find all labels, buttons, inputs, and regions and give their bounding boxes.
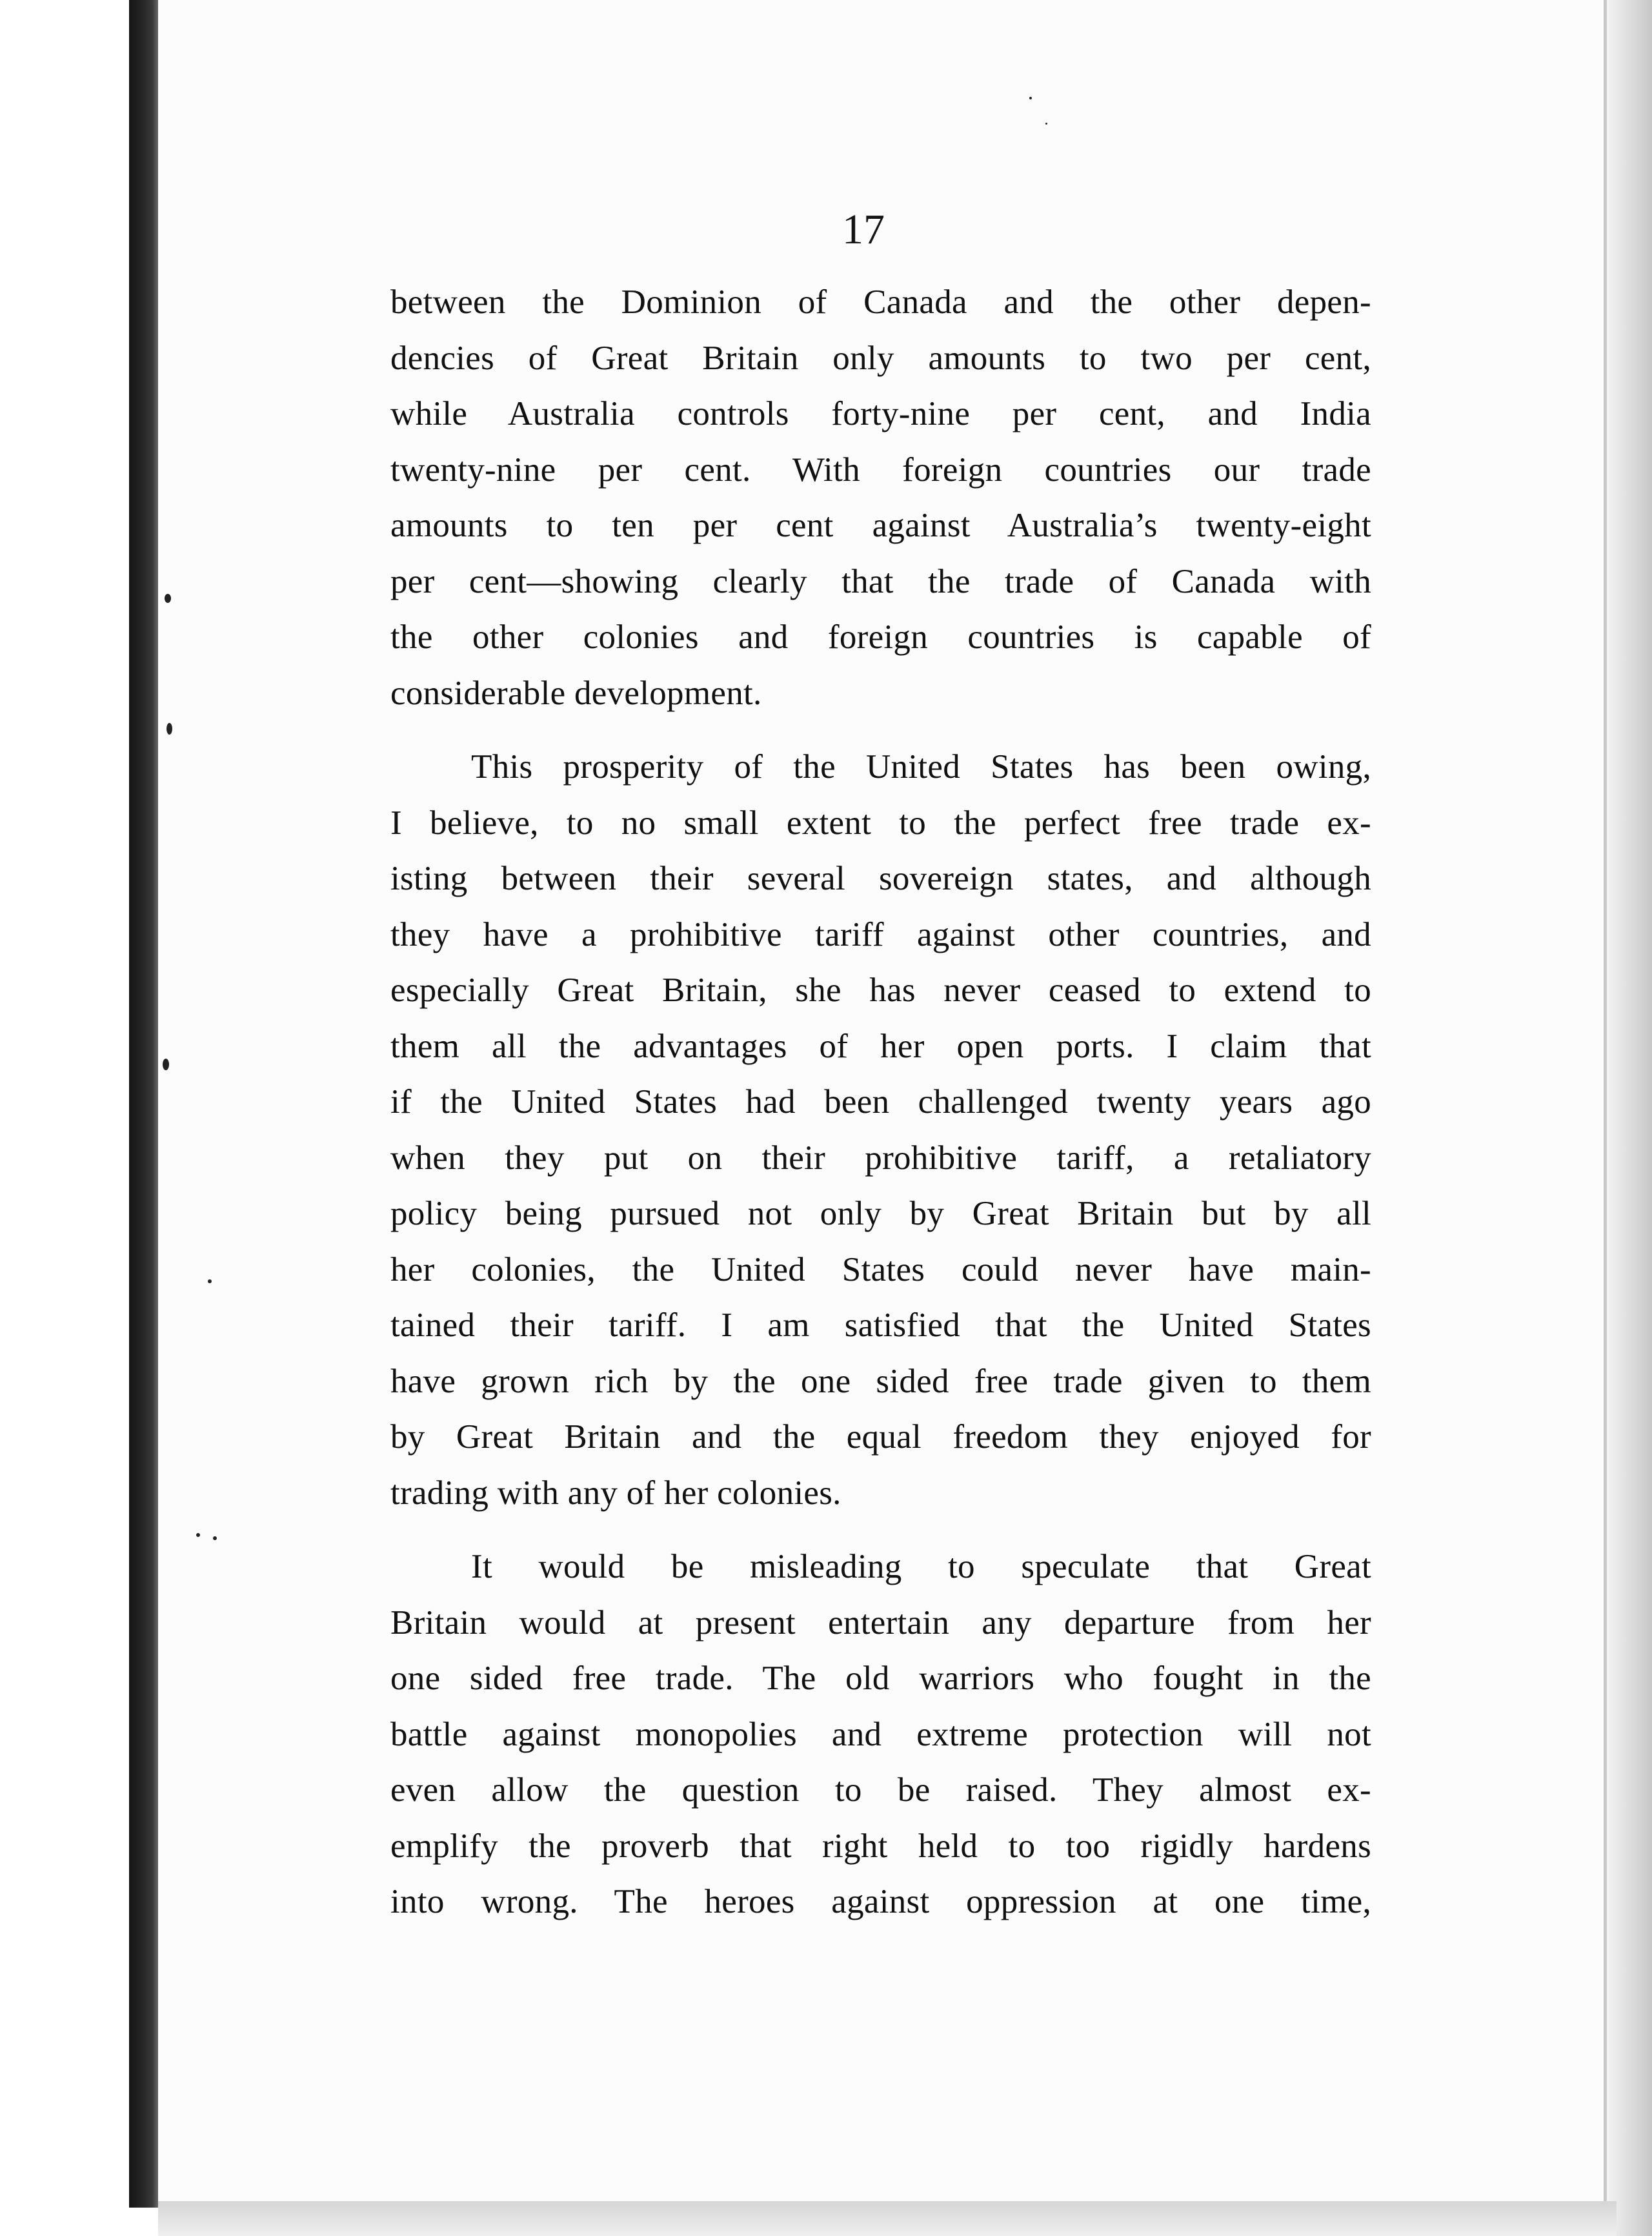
text-line: her colonies, the United States could never have main-	[390, 1250, 1371, 1288]
page-number: 17	[842, 206, 885, 253]
scan-speck	[213, 1536, 217, 1540]
paragraph-gap	[390, 1521, 1371, 1539]
text-line: twenty-nine per cent. With foreign countries our trade	[390, 451, 1371, 489]
book-spine-edge	[129, 0, 158, 2208]
text-line: considerable development.	[390, 674, 762, 712]
paragraph-1	[390, 274, 1371, 721]
text-line: dencies of Great Britain only amounts to two per cent,	[390, 339, 1371, 377]
left-margin	[0, 0, 129, 2236]
text-line: they have a prohibitive tariff against other countries, and	[390, 915, 1371, 953]
scan-speck	[1029, 97, 1032, 99]
scan-speck	[208, 1279, 212, 1283]
text-line: It would be misleading to speculate that Great	[471, 1548, 1371, 1585]
right-page-shadow	[1607, 0, 1652, 2236]
text-line: have grown rich by the one sided free trade given to them	[390, 1362, 1371, 1400]
scan-speck	[166, 723, 172, 735]
text-line: per cent—showing clearly that the trade of Canada with	[390, 562, 1371, 600]
text-line: between the Dominion of Canada and the other depen-	[390, 283, 1371, 321]
text-line: the other colonies and foreign countries is capable of	[390, 618, 1371, 656]
text-line: emplify the proverb that right held to too rigidly hardens	[390, 1827, 1371, 1865]
scan-speck	[1045, 123, 1047, 125]
text-line: trading with any of her colonies.	[390, 1474, 841, 1512]
text-line: isting between their several sovereign states, and although	[390, 860, 1371, 897]
text-line: amounts to ten per cent against Australia’s twenty-eight	[390, 507, 1371, 544]
text-line: This prosperity of the United States has been owing,	[471, 748, 1371, 786]
text-line: by Great Britain and the equal freedom they enjoyed for	[390, 1418, 1371, 1456]
text-line: policy being pursued not only by Great Britain but by all	[390, 1195, 1371, 1232]
text-line: one sided free trade. The old warriors who fought in the	[390, 1660, 1371, 1697]
text-line: even allow the question to be raised. They almost ex-	[390, 1771, 1371, 1809]
paragraph-2	[390, 739, 1371, 1521]
text-line: especially Great Britain, she has never ceased to extend to	[390, 971, 1371, 1009]
scan-speck	[163, 1059, 169, 1070]
text-line: Britain would at present entertain any departure from her	[390, 1603, 1371, 1641]
text-line: into wrong. The heroes against oppression at one time,	[390, 1883, 1371, 1920]
text-line: battle against monopolies and extreme protection will not	[390, 1715, 1371, 1753]
paragraph-gap	[390, 721, 1371, 739]
text-line: if the United States had been challenged twenty years ago	[390, 1083, 1371, 1121]
text-line: tained their tariff. I am satisfied that the United States	[390, 1306, 1371, 1344]
text-line: them all the advantages of her open ports. I claim that	[390, 1027, 1371, 1065]
text-line: while Australia controls forty-nine per cent, and India	[390, 395, 1371, 432]
body-text	[390, 274, 1371, 1930]
scan-speck	[196, 1533, 200, 1537]
bottom-page-shadow	[158, 2201, 1617, 2236]
scan-speck	[165, 594, 171, 603]
paragraph-3	[390, 1539, 1371, 1930]
text-line: I believe, to no small extent to the perfect free trade ex-	[390, 804, 1371, 842]
text-line: when they put on their prohibitive tariff, a retaliatory	[390, 1139, 1371, 1177]
